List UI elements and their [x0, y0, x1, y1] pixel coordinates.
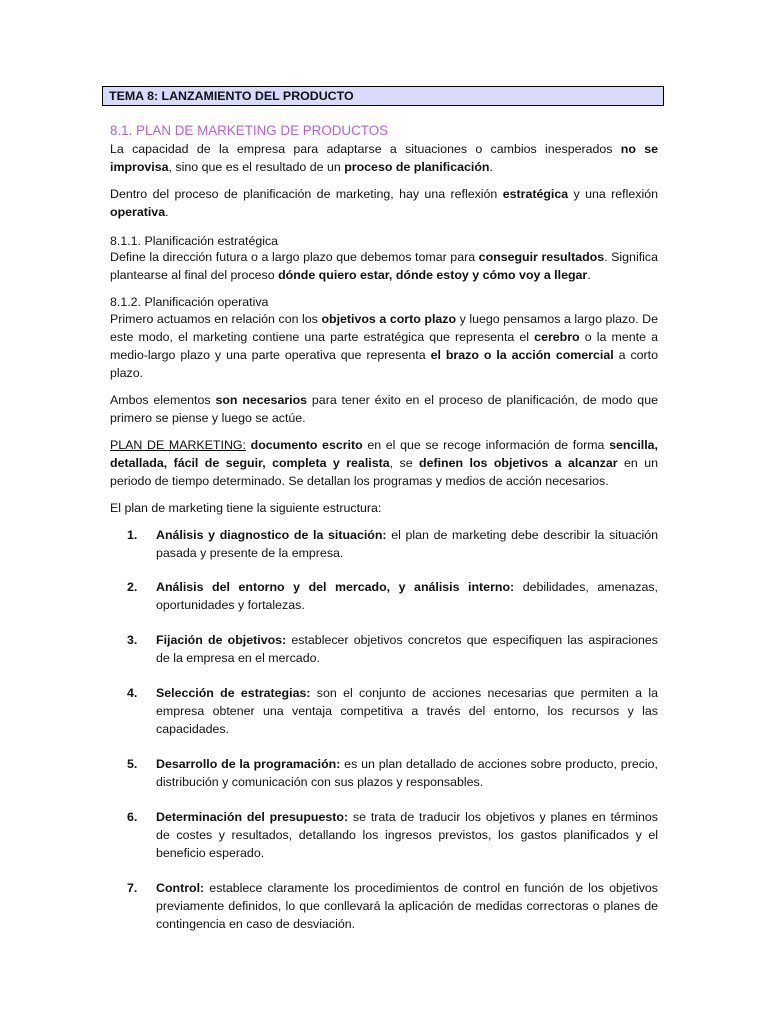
text-run: y una reflexión [568, 187, 659, 201]
list-item [110, 808, 658, 862]
bold-run: operativa [110, 205, 166, 219]
bold-run: son necesarios [215, 393, 308, 407]
list-item-number: 4. [127, 686, 138, 700]
text-run: . Significa plantearse al final del proceso [110, 250, 658, 282]
text-run: . [489, 160, 493, 174]
bold-run: objetivos a corto plazo [321, 312, 457, 326]
list-item [110, 526, 658, 562]
text-run: y luego pensamos a largo plazo. De este modo, el marketing contiene una parte estratégica que representa el [110, 312, 658, 344]
subsection-body-operative [110, 310, 658, 382]
list-item-text: son el conjunto de acciones necesarias que permiten a la empresa obtener una ventaja competitiva a través del entorno, los recursos y las capacidades. [156, 686, 658, 736]
text-run: . [165, 205, 169, 219]
bold-run: cerebro [534, 330, 580, 344]
list-item [110, 578, 658, 614]
paragraph-ambos [110, 391, 658, 427]
bold-run: no se improvisa [110, 142, 658, 174]
list-item-term: Análisis y diagnostico de la situación: [156, 528, 387, 542]
text-run: o la mente a medio-largo plazo y una parte operativa que representa [110, 330, 658, 362]
text-run: Ambos elementos [110, 393, 216, 407]
subsection-body-strategic [110, 248, 658, 284]
text-run: Primero actuamos en relación con los [110, 312, 322, 326]
text-run: en el que se recoge información de forma [362, 438, 610, 452]
bold-run: proceso de planificación [344, 160, 490, 174]
list-item-text: el plan de marketing debe describir la situación pasada y presente de la empresa. [156, 528, 658, 560]
subsection-heading-operative: 8.1.2. Planificación operativa [110, 295, 269, 309]
list-item-term: Control: [156, 881, 205, 895]
text-run: a corto plazo. [110, 348, 659, 380]
subsection-heading-strategic: 8.1.1. Planificación estratégica [110, 234, 279, 248]
text-run: , se [389, 456, 420, 470]
text-run: La capacidad de la empresa para adaptarse a situaciones o cambios inesperados [110, 142, 621, 156]
text-run: Define la dirección futura o a largo plazo que debemos tomar para [110, 250, 479, 264]
text-run: . [587, 268, 591, 282]
list-item-number: 3. [127, 633, 138, 647]
list-item-term: Fijación de objetivos: [156, 633, 287, 647]
list-item-term: Determinación del presupuesto: [156, 810, 349, 824]
list-item-number: 7. [127, 881, 138, 895]
paragraph-plan-definition [110, 436, 658, 490]
list-item-text: establecer objetivos concretos que especifiquen las aspiraciones de la empresa en el mercado. [156, 633, 658, 665]
chapter-title-box [102, 86, 664, 106]
bold-run: documento escrito [250, 438, 363, 452]
bold-run: sencilla, detallada, fácil de seguir, completa y realista [110, 438, 658, 470]
section-paragraph-1 [110, 140, 658, 176]
bold-run: conseguir resultados [478, 250, 605, 264]
list-item-term: Análisis del entorno y del mercado, y análisis interno: [156, 580, 515, 594]
list-item-text: establece claramente los procedimientos de control en función de los objetivos previamente definidos, lo que conllevará la aplicación de medidas correctoras o planes de contingencia en caso de desviación. [156, 881, 658, 931]
text-run: Dentro del proceso de planificación de marketing, hay una reflexión [110, 187, 503, 201]
list-item [110, 631, 658, 667]
list-item-text: se trata de traducir los objetivos y planes en términos de costes y resultados, detallando los ingresos previstos, los gastos planificados y el beneficio esperado. [156, 810, 658, 860]
text-run: en un periodo de tiempo determinado. Se detallan los programas y medios de acción necesarios. [110, 456, 659, 488]
chapter-title: TEMA 8: LANZAMIENTO DEL PRODUCTO [109, 89, 354, 103]
list-item-number: 2. [127, 580, 138, 594]
paragraph-structure-intro: El plan de marketing tiene la siguiente estructura: [110, 501, 382, 515]
list-item-term: Desarrollo de la programación: [156, 757, 341, 771]
text-run: , sino que es el resultado de un [168, 160, 345, 174]
list-item [110, 879, 658, 933]
list-item-text: debilidades, amenazas, oportunidades y fortalezas. [156, 580, 658, 612]
list-item [110, 684, 658, 738]
list-item-number: 5. [127, 757, 138, 771]
section-paragraph-2 [110, 185, 658, 221]
underlined-run: PLAN DE MARKETING: [110, 438, 246, 452]
list-item-term: Selección de estrategias: [156, 686, 311, 700]
bold-run: dónde quiero estar, dónde estoy y cómo voy a llegar [278, 268, 588, 282]
list-item-number: 6. [127, 810, 138, 824]
list-item-text: es un plan detallado de acciones sobre producto, precio, distribución y comunicación con sus plazos y responsables. [156, 757, 658, 789]
bold-run: el brazo o la acción comercial [430, 348, 614, 362]
list-item-number: 1. [127, 528, 138, 542]
bold-run: estratégica [502, 187, 569, 201]
list-item [110, 755, 658, 791]
bold-run: definen los objetivos a alcanzar [419, 456, 618, 470]
section-heading: 8.1. PLAN DE MARKETING DE PRODUCTOS [110, 123, 389, 138]
text-run: para tener éxito en el proceso de planificación, de modo que primero se piense y luego se actúe. [110, 393, 658, 425]
